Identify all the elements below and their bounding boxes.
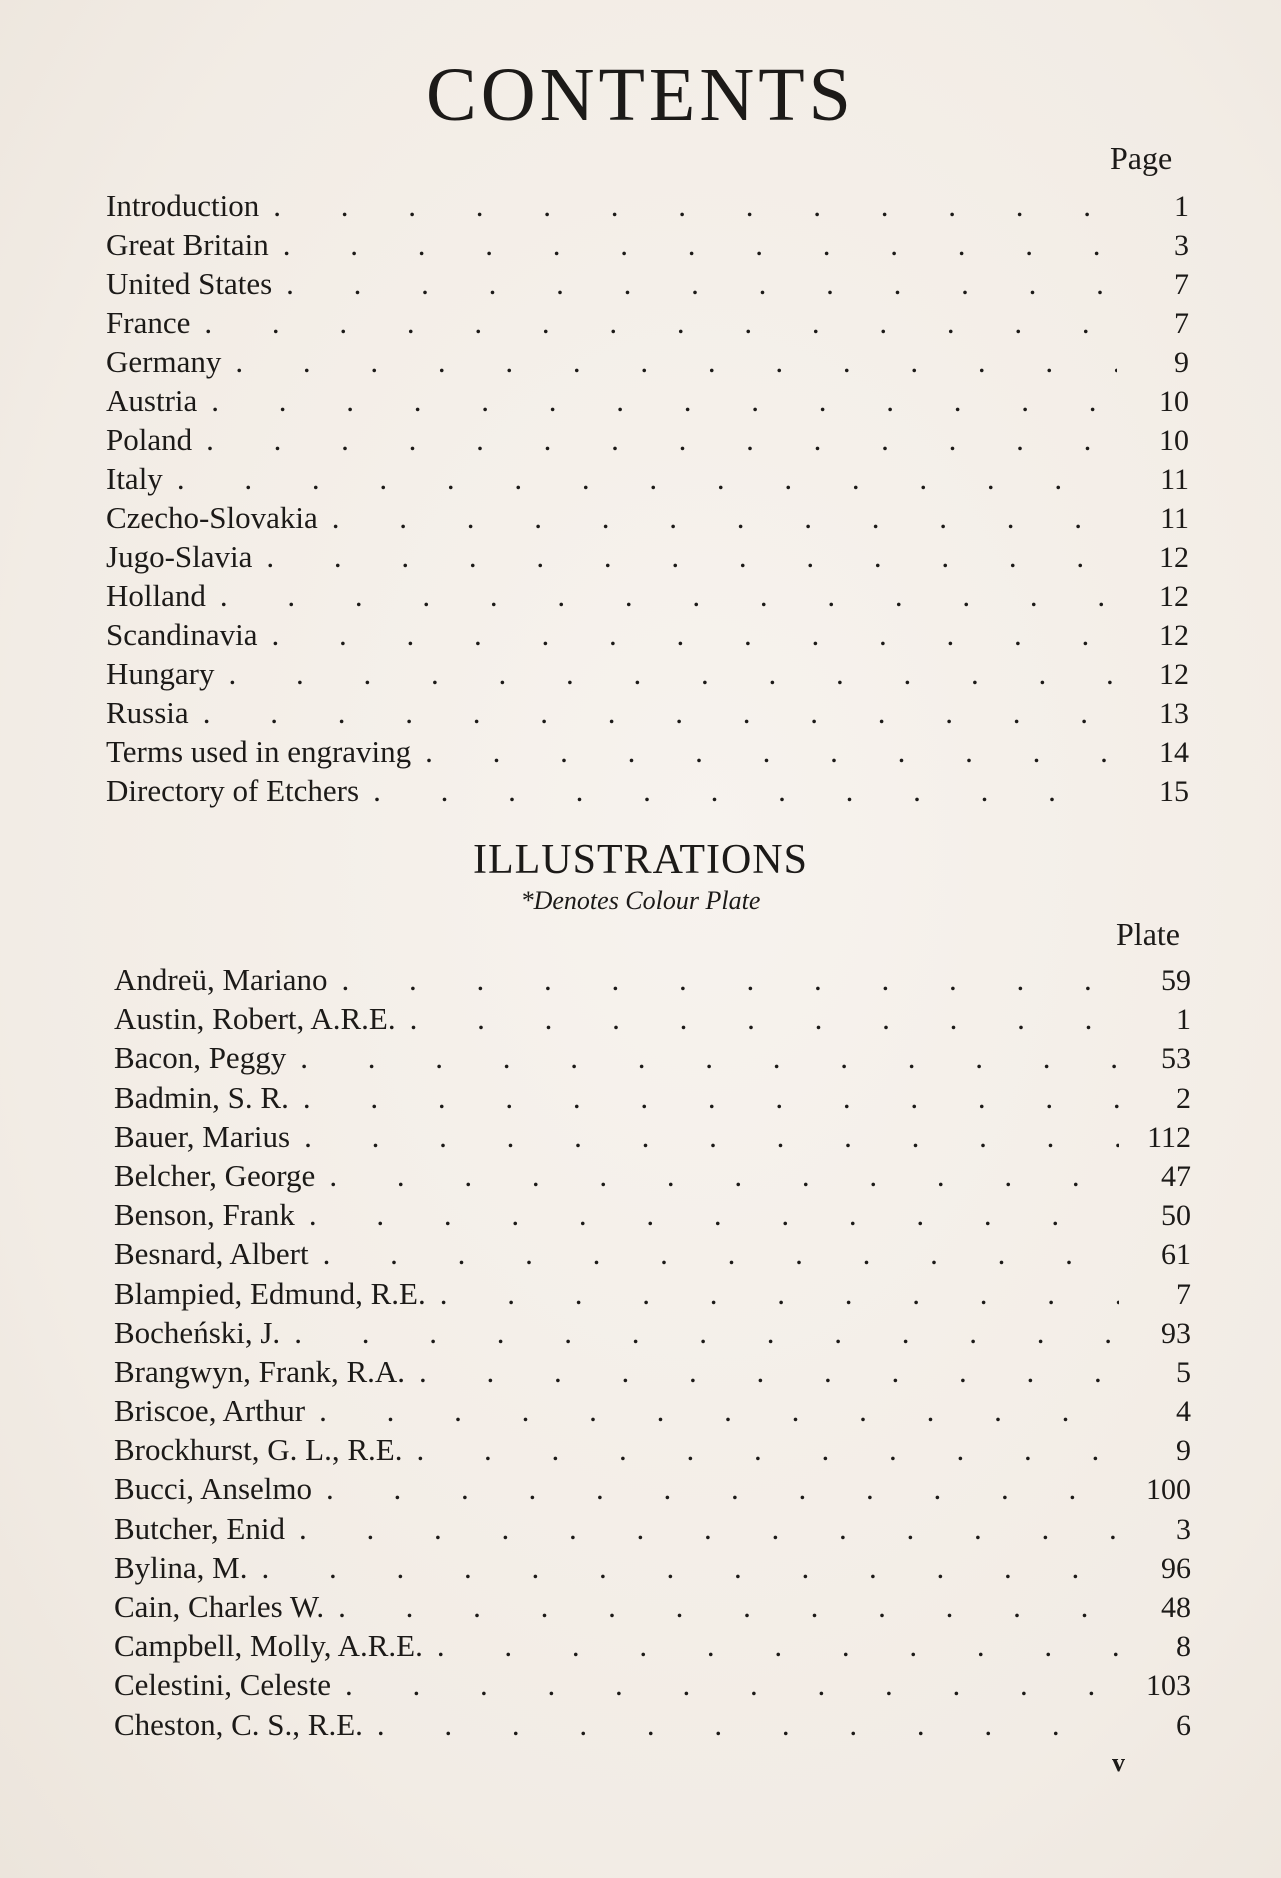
illustration-entry-number: 5: [1176, 1355, 1191, 1389]
illustration-entry-number: 2: [1176, 1081, 1191, 1115]
contents-entry: [106, 656, 1189, 695]
illustration-entry: [114, 1236, 1191, 1275]
contents-entry-number: 10: [1159, 385, 1189, 418]
illustration-entry-label: Besnard, Albert: [114, 1236, 309, 1272]
contents-entry: [106, 578, 1189, 617]
illustration-entry: [114, 1040, 1191, 1079]
contents-entry-number: 9: [1174, 346, 1189, 379]
contents-entry: [106, 422, 1189, 461]
colour-plate-note: *Denotes Colour Plate: [520, 886, 761, 915]
illustration-entry-number: 50: [1161, 1199, 1191, 1233]
illustration-entry: [114, 1119, 1191, 1158]
dot-leader: [309, 1197, 1119, 1233]
illustration-entry-label: Blampied, Edmund, R.E.: [114, 1275, 426, 1311]
illustration-entry-label: Briscoe, Arthur: [114, 1393, 306, 1429]
illustration-entry: [114, 1315, 1191, 1354]
illustration-entry-number: 1: [1176, 1003, 1191, 1037]
contents-entry: [106, 617, 1189, 656]
contents-entry-label: Terms used in engraving: [106, 734, 412, 769]
dot-leader: [283, 227, 1117, 263]
illustration-entry: [114, 1158, 1191, 1197]
illustration-entry-label: Celestini, Celeste: [114, 1667, 331, 1703]
dot-leader: [261, 1550, 1119, 1586]
illustration-entry-label: Austin, Robert, A.R.E.: [114, 1001, 396, 1037]
contents-entry-label: Austria: [106, 383, 198, 418]
illustration-entry: [114, 1354, 1191, 1393]
dot-leader: [206, 422, 1117, 458]
illustration-entry: [114, 1080, 1191, 1119]
page-folio: v: [1112, 1748, 1125, 1777]
illustration-entry-number: 48: [1161, 1591, 1191, 1624]
contents-entry-label: Great Britain: [106, 227, 269, 262]
contents-entry-label: Directory of Etchers: [106, 773, 360, 808]
dot-leader: [377, 1707, 1119, 1743]
dot-leader: [177, 461, 1117, 497]
dot-leader: [425, 734, 1117, 770]
dot-leader: [319, 1393, 1119, 1429]
illustration-entry-number: 7: [1176, 1277, 1191, 1311]
illustration-entry: [114, 1550, 1191, 1589]
illustration-entry: [114, 1432, 1191, 1471]
illustration-entry-number: 100: [1146, 1473, 1191, 1507]
contents-entry-label: Poland: [106, 422, 193, 457]
illustration-entry-number: 6: [1176, 1708, 1191, 1742]
illustration-entry-number: 9: [1176, 1434, 1191, 1468]
contents-entry: [106, 773, 1189, 812]
contents-entry: [106, 227, 1189, 266]
contents-entry: [106, 539, 1189, 578]
illustration-entry: [114, 1667, 1191, 1706]
contents-entry: [106, 305, 1189, 344]
dot-leader: [211, 383, 1117, 419]
illustration-entry-label: Bylina, M.: [114, 1549, 248, 1585]
dot-leader: [235, 344, 1117, 380]
contents-list: [106, 188, 1189, 812]
illustration-entry-label: Butcher, Enid: [114, 1510, 285, 1546]
contents-entry-label: Russia: [106, 695, 189, 730]
dot-leader: [303, 1080, 1119, 1116]
illustration-entry: [114, 1276, 1191, 1315]
contents-entry: [106, 344, 1189, 383]
contents-entry: [106, 734, 1189, 773]
contents-entry-number: 11: [1160, 463, 1189, 496]
illustration-entry-number: 59: [1161, 964, 1191, 997]
illustration-entry: [114, 1707, 1191, 1746]
contents-entry-number: 7: [1174, 268, 1189, 301]
contents-entry-number: 12: [1159, 658, 1189, 691]
contents-entry-number: 12: [1159, 619, 1189, 652]
contents-entry-number: 14: [1159, 736, 1189, 769]
contents-entry-label: Germany: [106, 344, 222, 379]
contents-entry-number: 12: [1159, 580, 1189, 613]
illustration-entry-number: 47: [1161, 1159, 1191, 1193]
contents-entry-label: Czecho-Slovakia: [106, 500, 318, 535]
contents-entry-number: 1: [1174, 190, 1189, 223]
illustration-entry-number: 93: [1161, 1316, 1191, 1350]
illustration-entry-number: 96: [1161, 1551, 1191, 1585]
contents-entry: [106, 695, 1189, 734]
illustration-entry-number: 103: [1146, 1669, 1191, 1703]
illustration-entry: [114, 1393, 1191, 1432]
illustration-entry: [114, 962, 1191, 1001]
plate-column-label: Plate: [1116, 916, 1180, 952]
illustration-entry-label: Benson, Frank: [114, 1197, 295, 1233]
dot-leader: [204, 305, 1117, 341]
dot-leader: [440, 1276, 1119, 1312]
contents-entry-number: 10: [1159, 424, 1189, 457]
illustration-entry-label: Campbell, Molly, A.R.E.: [114, 1628, 423, 1664]
dot-leader: [220, 578, 1117, 614]
dot-leader: [299, 1511, 1119, 1547]
contents-entry-label: Introduction: [106, 188, 260, 223]
dot-leader: [286, 266, 1117, 302]
dot-leader: [294, 1315, 1119, 1351]
illustrations-list: [114, 962, 1191, 1746]
illustration-entry-label: Brockhurst, G. L., R.E.: [114, 1432, 403, 1468]
contents-entry-number: 3: [1174, 229, 1189, 262]
dot-leader: [203, 695, 1117, 731]
dot-leader: [272, 617, 1117, 653]
illustration-entry: [114, 1511, 1191, 1550]
dot-leader: [437, 1628, 1119, 1664]
contents-entry-number: 15: [1159, 775, 1189, 808]
illustration-entry-label: Brangwyn, Frank, R.A.: [114, 1353, 406, 1389]
dot-leader: [323, 1236, 1119, 1272]
contents-entry-label: Holland: [106, 578, 206, 613]
dot-leader: [345, 1667, 1119, 1703]
illustration-entry: [114, 1001, 1191, 1040]
contents-entry: [106, 188, 1189, 227]
page-column-label: Page: [1110, 140, 1173, 176]
contents-entry-label: Jugo-Slavia: [106, 539, 253, 574]
page-title: CONTENTS: [426, 53, 855, 137]
illustration-entry-number: 4: [1176, 1395, 1191, 1429]
dot-leader: [304, 1119, 1119, 1155]
illustration-entry-label: Cain, Charles W.: [114, 1589, 325, 1624]
dot-leader: [338, 1589, 1119, 1625]
illustration-entry-label: Andreü, Mariano: [114, 962, 328, 997]
illustration-entry-label: Bocheński, J.: [114, 1314, 281, 1350]
contents-entry-number: 11: [1160, 502, 1189, 535]
illustration-entry-number: 53: [1161, 1042, 1191, 1076]
illustration-entry-number: 3: [1176, 1512, 1191, 1546]
illustration-entry-label: Cheston, C. S., R.E.: [114, 1706, 363, 1742]
illustration-entry-label: Badmin, S. R.: [114, 1079, 289, 1115]
dot-leader: [373, 773, 1117, 809]
contents-entry-label: Italy: [106, 461, 163, 496]
illustration-entry-label: Bacon, Peggy: [114, 1040, 287, 1076]
contents-entry-number: 12: [1159, 541, 1189, 574]
illustration-entry-number: 8: [1176, 1630, 1191, 1664]
contents-entry-number: 13: [1159, 697, 1189, 730]
dot-leader: [332, 500, 1117, 536]
contents-entry-label: Scandinavia: [106, 617, 258, 652]
illustration-entry-label: Bucci, Anselmo: [114, 1471, 313, 1507]
illustration-entry: [114, 1628, 1191, 1667]
contents-entry-label: Hungary: [106, 656, 215, 691]
contents-entry-number: 7: [1174, 307, 1189, 340]
dot-leader: [419, 1354, 1119, 1390]
dot-leader: [342, 962, 1120, 998]
dot-leader: [326, 1471, 1119, 1507]
illustration-entry: [114, 1471, 1191, 1510]
illustrations-heading: ILLUSTRATIONS: [473, 837, 808, 883]
dot-leader: [228, 656, 1117, 692]
dot-leader: [273, 188, 1117, 224]
illustration-entry-label: Belcher, George: [114, 1157, 316, 1193]
contents-entry: [106, 461, 1189, 500]
contents-entry-label: France: [106, 305, 191, 340]
contents-entry: [106, 266, 1189, 305]
dot-leader: [416, 1432, 1119, 1468]
illustration-entry: [114, 1589, 1191, 1628]
illustration-entry-number: 61: [1161, 1238, 1191, 1272]
dot-leader: [300, 1040, 1119, 1076]
dot-leader: [410, 1001, 1119, 1037]
dot-leader: [266, 539, 1117, 575]
illustration-entry-number: 112: [1147, 1120, 1191, 1154]
illustration-entry: [114, 1197, 1191, 1236]
contents-entry: [106, 500, 1189, 539]
contents-entry-label: United States: [106, 266, 273, 301]
contents-entry: [106, 383, 1189, 422]
illustration-entry-label: Bauer, Marius: [114, 1118, 291, 1154]
dot-leader: [329, 1158, 1119, 1194]
